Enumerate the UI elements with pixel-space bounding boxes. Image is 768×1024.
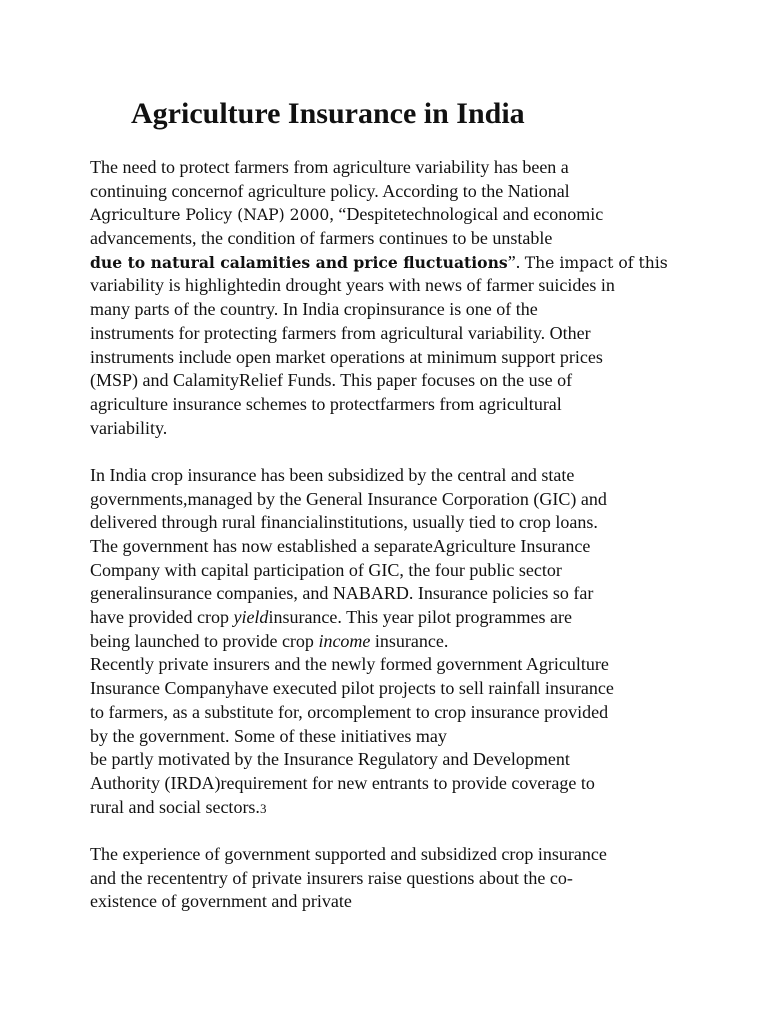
text-run: Insurance Companyhave executed pilot projects to sell rainfall insurance bbox=[90, 678, 614, 699]
text-run: 3 bbox=[259, 800, 267, 816]
text-line bbox=[90, 630, 750, 654]
text-run: and the recententry of private insurers raise questions about the co- bbox=[90, 867, 573, 888]
text-line bbox=[90, 274, 750, 298]
text-run: Recently private insurers and the newly formed government Agriculture bbox=[90, 654, 609, 675]
text-line bbox=[90, 748, 750, 772]
text-run: agriculture insurance schemes to protectfarmers from agricultural bbox=[90, 393, 562, 414]
text-line bbox=[90, 606, 750, 630]
text-run: yield bbox=[233, 607, 269, 628]
text-line bbox=[90, 890, 750, 914]
text-run: have provided crop bbox=[90, 607, 234, 628]
text-line bbox=[90, 203, 750, 227]
text-line bbox=[90, 464, 750, 488]
text-run: income bbox=[318, 630, 371, 651]
paragraph-gap bbox=[90, 819, 750, 843]
text-line bbox=[90, 180, 750, 204]
text-run: governments,managed by the General Insurance Corporation (GIC) and bbox=[90, 488, 607, 509]
text-run: variability. bbox=[90, 417, 168, 438]
text-run: generalinsurance companies, and NABARD. Insurance policies so far bbox=[90, 583, 594, 604]
text-run: to farmers, as a substitute for, orcomplement to crop insurance provided bbox=[90, 701, 609, 722]
text-run: existence of government and private bbox=[90, 891, 352, 912]
text-run: instruments include open market operations at minimum support prices bbox=[90, 346, 603, 367]
text-line bbox=[90, 346, 750, 370]
text-run: The experience of government supported and subsidized crop insurance bbox=[90, 843, 607, 864]
text-line bbox=[90, 843, 750, 867]
text-run: continuing concernof agriculture policy. According to the National bbox=[90, 180, 570, 201]
text-line bbox=[90, 298, 750, 322]
document-body bbox=[90, 156, 750, 914]
paragraph bbox=[90, 464, 750, 819]
text-run: In India crop insurance has been subsidized by the central and state bbox=[90, 464, 575, 485]
text-run: The need to protect farmers from agriculture variability has been a bbox=[90, 157, 569, 177]
paragraph bbox=[90, 843, 750, 914]
text-run: The impact of this bbox=[524, 253, 668, 272]
text-run: delivered through rural financialinstitutions, usually tied to crop loans. bbox=[90, 512, 598, 533]
text-run: Agriculture Policy (NAP) 2000 bbox=[90, 206, 330, 225]
text-line bbox=[90, 369, 750, 393]
text-line bbox=[90, 796, 750, 820]
text-run: (MSP) and CalamityRelief Funds. This paper focuses on the use of bbox=[90, 370, 573, 391]
paragraph-gap bbox=[90, 440, 750, 464]
text-run: being launched to provide crop bbox=[90, 630, 319, 651]
text-run: insurance. bbox=[370, 630, 449, 651]
text-run: insurance. This year pilot programmes are bbox=[268, 607, 573, 628]
text-line bbox=[90, 772, 750, 796]
text-line bbox=[90, 417, 750, 441]
text-run: , “Despitetechnological bbox=[329, 204, 499, 225]
text-line bbox=[90, 156, 750, 180]
text-run: by the government. Some of these initiatives may bbox=[90, 725, 447, 746]
text-line bbox=[90, 677, 750, 701]
text-line bbox=[90, 227, 750, 251]
text-line bbox=[90, 488, 750, 512]
text-run: Authority (IRDA)requirement for new entrants to provide coverage to bbox=[90, 772, 595, 793]
document-title: Agriculture Insurance in India bbox=[131, 97, 525, 130]
text-run: instruments for protecting farmers from agricultural variability. Other bbox=[90, 322, 591, 343]
paragraph bbox=[90, 156, 750, 440]
text-run: due to natural calamities and price fluctuations bbox=[90, 252, 508, 272]
text-line bbox=[90, 535, 750, 559]
text-run: many parts of the country. In India cropinsurance is one of the bbox=[90, 299, 538, 320]
text-line bbox=[90, 322, 750, 346]
text-run: Company with capital participation of GIC, the four public sector bbox=[90, 559, 562, 580]
text-run: rural and social sectors. bbox=[90, 796, 260, 817]
text-line bbox=[90, 701, 750, 725]
text-run: and economic bbox=[498, 204, 604, 225]
text-line bbox=[90, 559, 750, 583]
text-run: be partly motivated by the Insurance Regulatory and Development bbox=[90, 749, 570, 770]
text-run: advancements, the condition of farmers continues to be unstable bbox=[90, 228, 553, 249]
text-line bbox=[90, 393, 750, 417]
text-line bbox=[90, 582, 750, 606]
text-run: The government has now established a separateAgriculture Insurance bbox=[90, 536, 591, 556]
text-run: ”. bbox=[507, 251, 525, 272]
text-line bbox=[90, 653, 750, 677]
text-line bbox=[90, 511, 750, 535]
text-run: variability is highlightedin drought years with news of farmer suicides in bbox=[90, 275, 615, 296]
text-line bbox=[90, 725, 750, 749]
text-line bbox=[90, 867, 750, 891]
text-line bbox=[90, 251, 750, 275]
